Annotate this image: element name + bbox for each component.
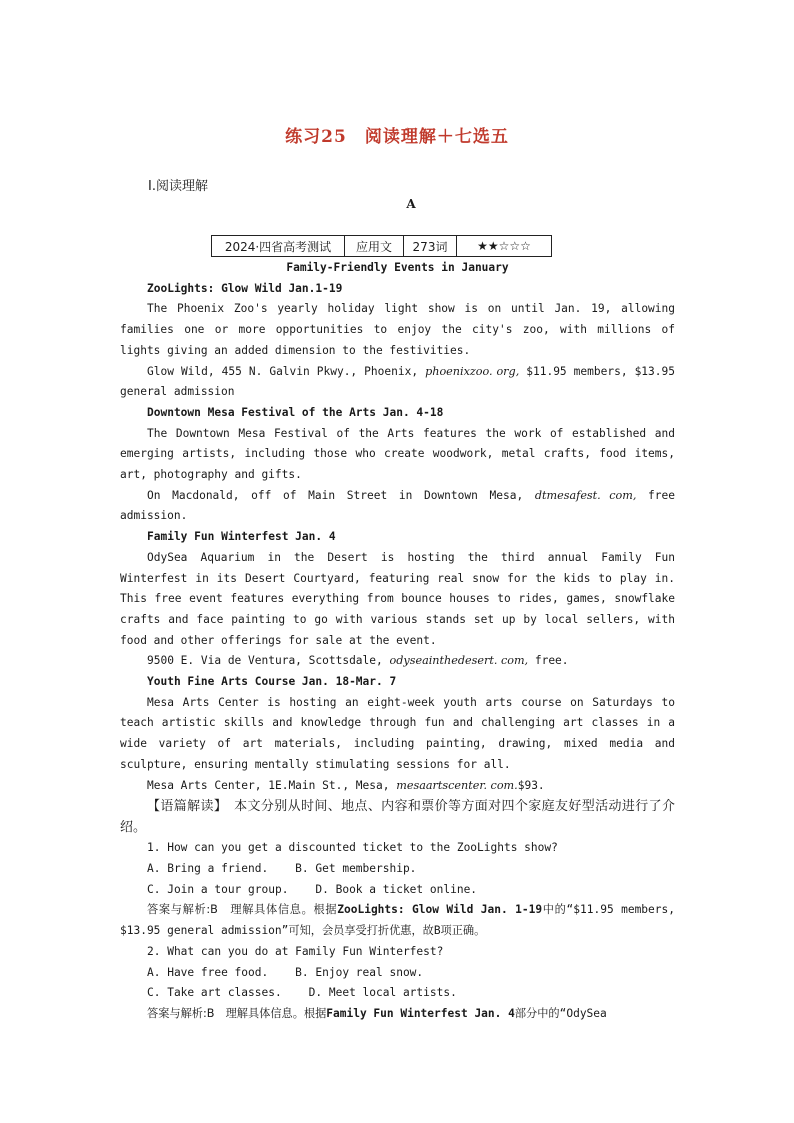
event-address: On Macdonald, off of Main Street in Downtown Mesa,: [147, 488, 535, 502]
question-stem: 1. How can you get a discounted ticket to the ZooLights show?: [147, 841, 558, 855]
event-info: [120, 486, 675, 527]
word-count-cell: 273词: [404, 236, 457, 257]
answer-explanation: [120, 900, 675, 941]
event-address: Glow Wild, 455 N. Galvin Pkwy., Phoenix,: [147, 364, 426, 378]
source-cell: 2024·四省高考测试: [212, 236, 345, 257]
passage-body: [120, 258, 675, 1025]
analysis-label: 【语篇解读】: [147, 799, 221, 815]
event-info: [120, 776, 675, 797]
section-label: Ⅰ.阅读理解: [148, 179, 208, 194]
genre-cell: 应用文: [345, 236, 404, 257]
event-description: The Downtown Mesa Festival of the Arts features the work of established and emerging artists, including those who create woodwork, metal crafts, food items, art, photography and gifts.: [120, 426, 675, 482]
event-price: $93.: [517, 778, 545, 792]
event-website: odyseainthedesert. com,: [389, 654, 529, 668]
event-description: The Phoenix Zoo's yearly holiday light show is on until Jan. 19, allowing families one or more opportunities to enjoy the city's zoo, with millions of lights giving an added dimension to the festivities.: [120, 302, 675, 357]
event-website: phoenixzoo. org,: [425, 364, 520, 378]
question-options: C. Join a tour group. D. Book a ticket online.: [147, 882, 478, 896]
answer-suffix: 部分中的“OdySea: [514, 1006, 607, 1020]
table-row: [212, 236, 552, 257]
event-price: free admission.: [120, 488, 675, 523]
analysis-text: 本文分别从时间、地点、内容和票价等方面对四个家庭友好型活动进行了介绍。: [120, 799, 675, 836]
event-heading: Downtown Mesa Festival of the Arts Jan. 4-18: [147, 405, 444, 419]
passage-title: Family-Friendly Events in January: [286, 261, 509, 274]
event-heading: Youth Fine Arts Course Jan. 18-Mar. 7: [147, 675, 397, 689]
answer-reference: Family Fun Winterfest Jan. 4: [326, 1006, 515, 1020]
question-stem: 2. What can you do at Family Fun Winterfest?: [147, 944, 444, 958]
question-options: A. Bring a friend. B. Get membership.: [147, 861, 417, 875]
event-info: [120, 362, 675, 403]
answer-prefix: 答案与解析:B 理解具体信息。根据: [147, 903, 338, 917]
difficulty-cell: ★★☆☆☆: [457, 236, 552, 257]
answer-explanation: [120, 1004, 675, 1025]
event-website: dtmesafest. com,: [534, 488, 637, 502]
discourse-analysis: [120, 796, 675, 838]
event-address: 9500 E. Via de Ventura, Scottsdale,: [147, 654, 390, 668]
page-title: 练习25 阅读理解＋七选五: [285, 127, 509, 147]
event-price: $11.95 members, $13.95 general admission: [120, 364, 675, 399]
part-label: A: [406, 197, 416, 211]
event-description: OdySea Aquarium in the Desert is hosting the third annual Family Fun Winterfest in its Desert Courtyard, featuring real snow for the kids to play in. This free event features everything from bounce houses to rides, games, snowflake crafts and face painting to go with various stands set up by local sellers, with food and other offerings for sale at the event.: [120, 550, 675, 647]
event-info: [120, 651, 675, 672]
question-options: C. Take art classes. D. Meet local artists.: [147, 986, 457, 1000]
event-address: Mesa Arts Center, 1E.Main St., Mesa,: [147, 778, 397, 792]
event-website: mesaartscenter. com.: [396, 778, 518, 792]
question-options: A. Have free food. B. Enjoy real snow.: [147, 965, 424, 979]
event-heading: Family Fun Winterfest Jan. 4: [147, 530, 336, 544]
event-description: Mesa Arts Center is hosting an eight-week youth arts course on Saturdays to teach artistic skills and knowledge through fun and challenging art classes in a wide variety of art materials, including painting, drawing, mixed media and sculpture, ensuring mentally stimulating sessions for all.: [120, 695, 675, 771]
event-price: free.: [528, 654, 569, 668]
passage-info-table: [211, 235, 552, 257]
event-heading: ZooLights: Glow Wild Jan.1-19: [147, 281, 343, 295]
answer-suffix: 中的“$11.95 members, $13.95 general admission”可知，会员享受打折优惠，故B项正确。: [120, 903, 675, 938]
answer-reference: ZooLights: Glow Wild Jan. 1-19: [337, 903, 543, 917]
answer-prefix: 答案与解析:B 理解具体信息。根据: [147, 1006, 327, 1020]
